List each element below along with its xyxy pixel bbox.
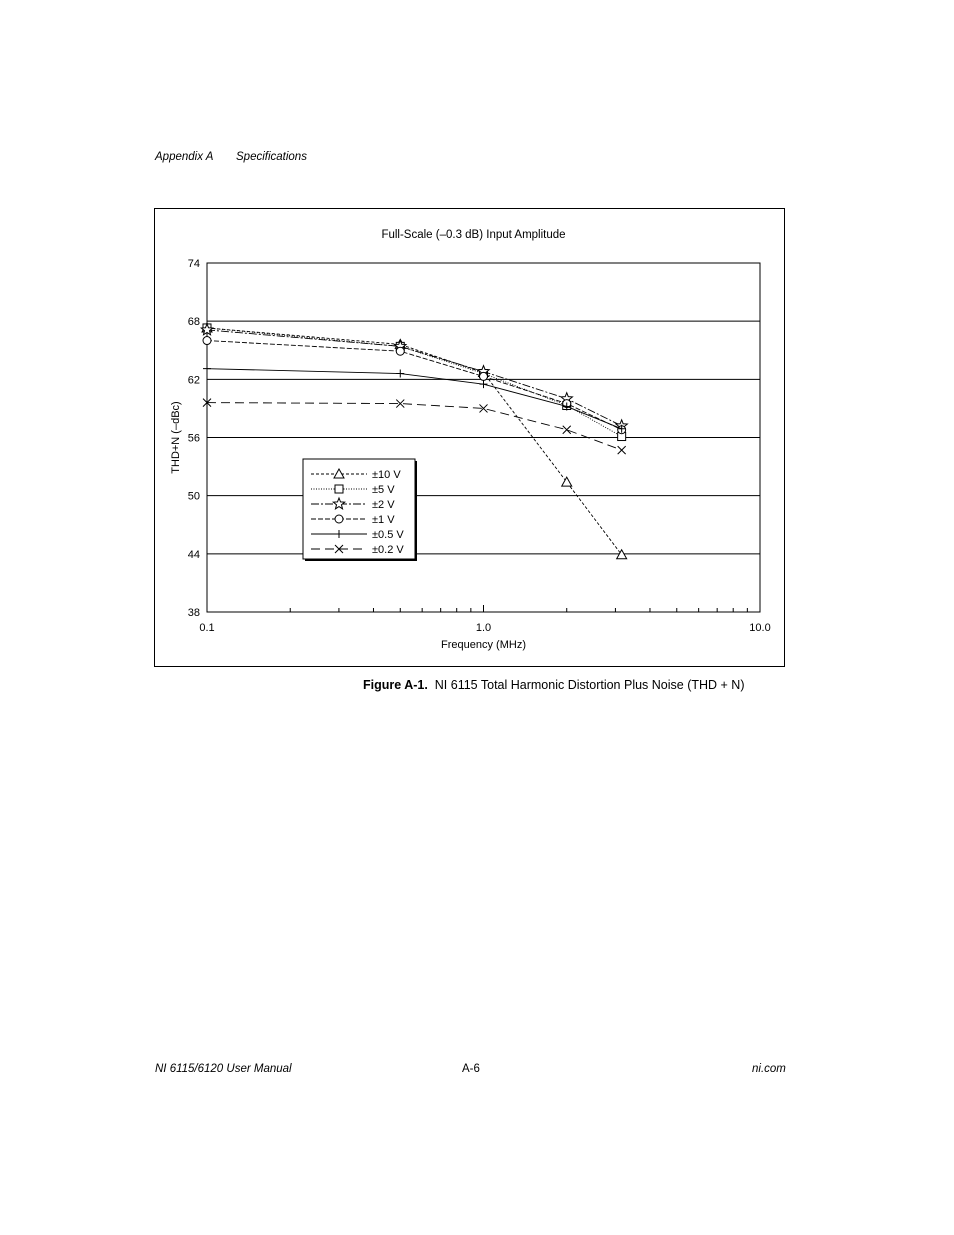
data-point-circle bbox=[203, 337, 211, 345]
x-tick-label: 0.1 bbox=[199, 622, 215, 634]
data-point-circle bbox=[396, 347, 404, 355]
legend-label: ±0.2 V bbox=[372, 544, 404, 556]
legend-label: ±5 V bbox=[372, 484, 395, 496]
thd-chart bbox=[155, 209, 786, 668]
legend-marker-square bbox=[335, 485, 343, 493]
legend-marker-circle bbox=[335, 515, 343, 523]
x-tick-label: 1.0 bbox=[475, 622, 492, 634]
y-tick-label: 56 bbox=[187, 432, 200, 445]
legend-label: ±0.5 V bbox=[372, 529, 404, 541]
legend-label: ±2 V bbox=[372, 499, 395, 511]
figure-caption-label: Figure A-1. bbox=[363, 678, 428, 692]
y-tick-label: 38 bbox=[187, 607, 200, 619]
running-header-section: Appendix A bbox=[155, 151, 214, 163]
figure-frame bbox=[154, 208, 785, 667]
x-axis-label: Frequency (MHz) bbox=[441, 639, 526, 651]
figure-caption bbox=[363, 678, 745, 692]
chart-title: Full-Scale (–0.3 dB) Input Amplitude bbox=[381, 229, 566, 241]
y-tick-label: 44 bbox=[187, 548, 200, 561]
y-axis-label: THD+N (–dBc) bbox=[170, 401, 182, 474]
running-header-title: Specifications bbox=[236, 151, 307, 163]
y-tick-label: 50 bbox=[187, 490, 200, 503]
legend-label: ±10 V bbox=[372, 469, 401, 481]
legend-label: ±1 V bbox=[372, 514, 395, 526]
y-tick-label: 74 bbox=[187, 258, 200, 270]
footer-site: ni.com bbox=[752, 1063, 786, 1075]
footer-page-number: A-6 bbox=[462, 1063, 480, 1075]
footer-manual: NI 6115/6120 User Manual bbox=[155, 1063, 292, 1075]
x-tick-label: 10.0 bbox=[749, 622, 771, 634]
data-point-circle bbox=[480, 372, 488, 380]
y-tick-label: 62 bbox=[187, 374, 200, 387]
figure-caption-text: NI 6115 Total Harmonic Distortion Plus Noise (THD + N) bbox=[434, 678, 745, 692]
y-tick-label: 68 bbox=[187, 316, 200, 329]
